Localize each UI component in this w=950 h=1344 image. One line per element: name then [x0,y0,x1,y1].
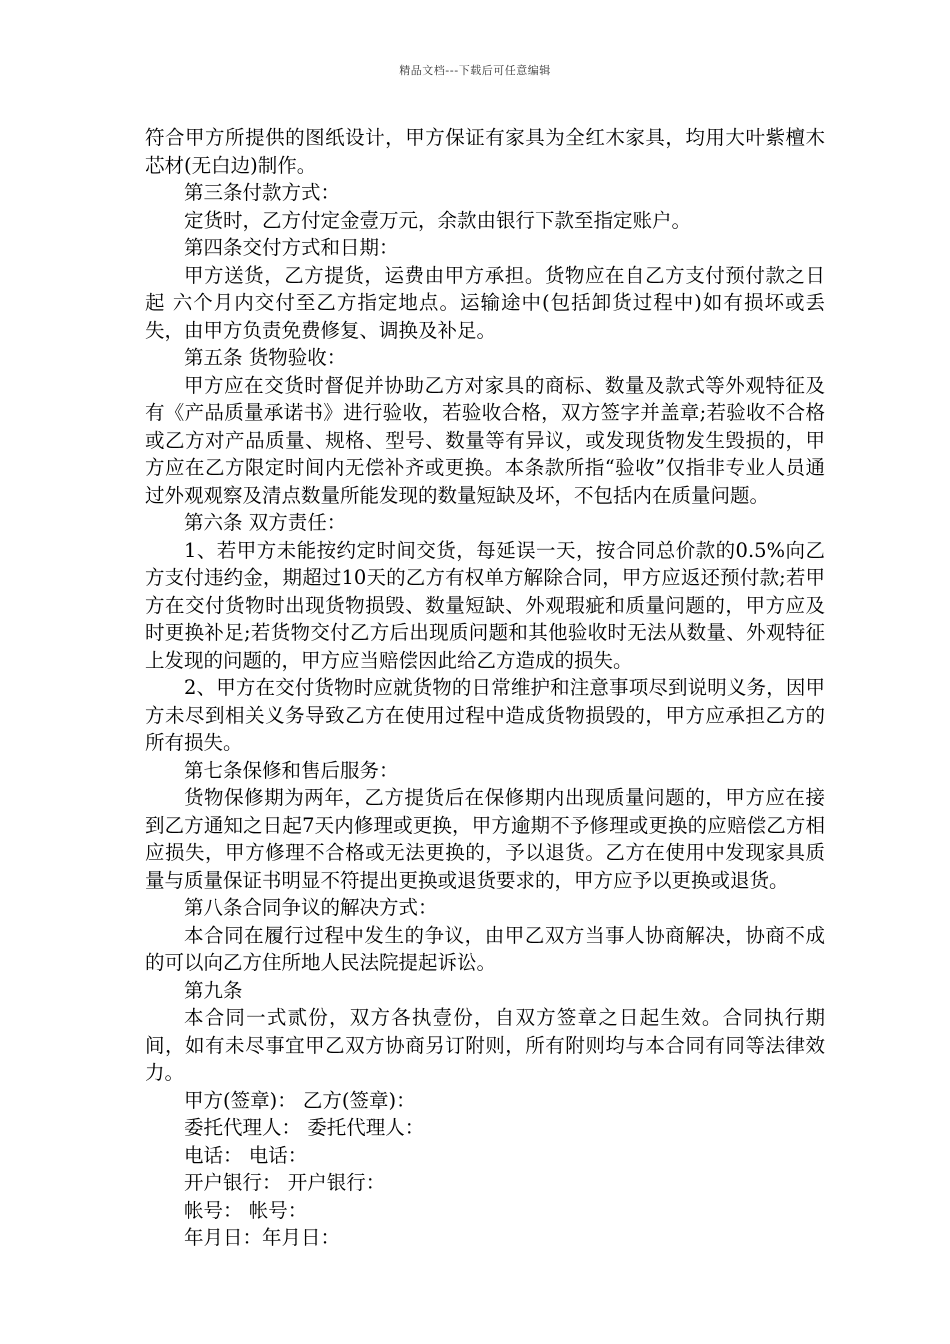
paragraph: 第三条付款方式： [184,181,341,204]
paragraph: 第五条 货物验收： [184,346,347,369]
document-body [145,124,825,1252]
paragraph: 委托代理人： 委托代理人： [184,1116,425,1139]
paragraph: 1、若甲方未能按约定时间交货，每延误一天，按合同总价款的0.5%向乙方支付违约金，期超过10天的乙方有权单方解除合同，甲方应返还预付款;若甲方在交付货物时出现货物损毁、数量短缺、外观瑕疵和质量问题的，甲方应及时更换补足;若货物交付乙方后出现质问题和其他验收时无法从数量、外观特征上发现的问题的，甲方应当赔偿因此给乙方造成的损失。 [145,538,825,672]
paragraph: 本合同一式贰份，双方各执壹份，自双方签章之日起生效。合同执行期间，如有未尽事宜甲乙双方协商另订附则，所有附则均与本合同有同等法律效力。 [145,1006,825,1084]
paragraph: 本合同在履行过程中发生的争议，由甲乙双方当事人协商解决，协商不成的可以向乙方住所地人民法院提起诉讼。 [145,923,825,974]
paragraph: 定货时，乙方付定金壹万元，余款由银行下款至指定账户。 [184,208,692,232]
paragraph: 货物保修期为两年，乙方提货后在保修期内出现质量问题的，甲方应在接到乙方通知之日起7天内修理或更换，甲方逾期不予修理或更换的应赔偿乙方相应损失，甲方修理不合格或无法更换的，予以退货。乙方在使用中发现家具质量与质量保证书明显不符提出更换或退货要求的，甲方应予以更换或退货。 [145,786,825,892]
paragraph: 2、甲方在交付货物时应就货物的日常维护和注意事项尽到说明义务，因甲方未尽到相关义务导致乙方在使用过程中造成货物损毁的，甲方应承担乙方的所有损失。 [145,676,825,754]
paragraph: 年月日：年月日： [184,1226,341,1249]
paragraph: 第七条保修和售后服务： [184,758,399,782]
paragraph: 符合甲方所提供的图纸设计，甲方保证有家具为全红木家具，均用大叶紫檀木芯材(无白边)制作。 [145,126,825,177]
page-header: 精品文档---下载后可任意编辑 [399,64,551,77]
paragraph: 帐号： 帐号： [184,1198,308,1222]
paragraph: 第四条交付方式和日期： [184,236,399,259]
paragraph: 第九条 [184,978,243,1002]
paragraph: 甲方(签章)： 乙方(签章)： [184,1088,416,1112]
paragraph: 甲方应在交货时督促并协助乙方对家具的商标、数量及款式等外观特征及有《产品质量承诺书》进行验收，若验收合格，双方签字并盖章;若验收不合格或乙方对产品质量、规格、型号、数量等有异议，或发现货物发生毁损的，甲方应在乙方限定时间内无偿补齐或更换。本条款所指“验收”仅指非专业人员通过外观观察及清点数量所能发现的数量短缺及坏，不包括内在质量问题。 [145,373,825,507]
paragraph: 电话： 电话： [184,1143,308,1167]
paragraph: 第六条 双方责任： [184,511,347,534]
paragraph: 第八条合同争议的解决方式： [184,896,438,919]
paragraph: 甲方送货，乙方提货，运费由甲方承担。货物应在自乙方支付预付款之日起 六个月内交付至乙方指定地点。运输途中(包括卸货过程中)如有损坏或丢失，由甲方负责免费修复、调换及补足。 [145,263,825,342]
paragraph: 开户银行： 开户银行： [184,1171,386,1194]
